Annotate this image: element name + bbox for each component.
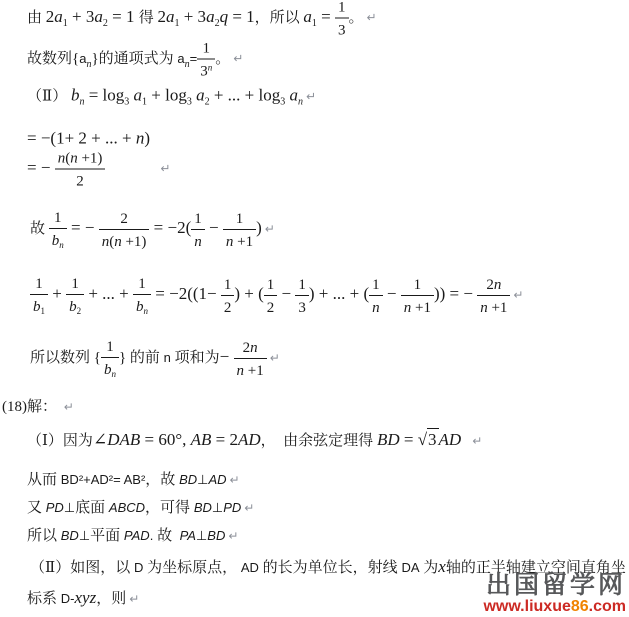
formula-line-6 bbox=[30, 208, 275, 250]
text-run: n bbox=[135, 128, 145, 148]
fraction bbox=[191, 209, 205, 250]
text-run: ⊥ bbox=[63, 500, 76, 515]
fraction-denominator bbox=[477, 295, 510, 316]
text-run: n bbox=[111, 369, 116, 379]
watermark-url bbox=[483, 599, 626, 615]
text-run: n bbox=[163, 349, 171, 365]
text-run: DAB bbox=[107, 430, 141, 449]
fraction-denominator bbox=[66, 294, 84, 316]
text-run: a bbox=[289, 85, 298, 105]
fraction-numerator bbox=[264, 275, 278, 295]
fraction-numerator bbox=[55, 149, 106, 169]
text-run: n bbox=[59, 240, 64, 250]
text-run: 2 bbox=[223, 299, 232, 316]
text-run: 故 bbox=[30, 220, 49, 237]
text-run: 1 bbox=[311, 17, 317, 29]
text-run: 2 bbox=[76, 306, 82, 316]
text-run: 1 bbox=[298, 276, 306, 293]
text-run: a bbox=[165, 6, 175, 26]
text-run: （Ⅱ） bbox=[27, 88, 71, 105]
text-run: n bbox=[86, 58, 92, 70]
text-run: +1 bbox=[233, 233, 254, 250]
formula-line-13 bbox=[27, 526, 238, 544]
text-run: 2 bbox=[120, 210, 128, 227]
paragraph-return-mark: ↵ bbox=[160, 161, 171, 176]
text-run: b bbox=[51, 233, 60, 249]
text-run: )) = − bbox=[433, 283, 478, 303]
text-run: +1) bbox=[121, 233, 147, 250]
fraction-denominator bbox=[99, 229, 150, 250]
fraction-denominator bbox=[234, 358, 267, 379]
text-run: 为 bbox=[419, 560, 439, 576]
text-run: 2 bbox=[157, 6, 166, 26]
formula-line-8 bbox=[30, 337, 280, 379]
watermark-url-prefix: www.liuxue bbox=[483, 598, 571, 615]
fraction-numerator bbox=[223, 209, 256, 229]
fraction bbox=[223, 209, 256, 250]
formula-line-11 bbox=[27, 470, 240, 488]
paragraph-return-mark: ↵ bbox=[264, 221, 275, 236]
text-run: n bbox=[480, 299, 488, 316]
text-run: ) bbox=[144, 128, 151, 148]
fraction-denominator bbox=[295, 295, 309, 316]
paragraph-return-mark: ↵ bbox=[472, 434, 483, 448]
text-run: BD bbox=[179, 472, 198, 487]
fraction bbox=[99, 209, 150, 250]
fraction-numerator bbox=[335, 0, 349, 18]
text-run: 1 bbox=[62, 17, 68, 29]
fraction-denominator bbox=[133, 294, 151, 316]
paragraph-return-mark: ↵ bbox=[305, 89, 317, 104]
text-run: a bbox=[177, 50, 185, 66]
text-run: 底面 bbox=[75, 500, 109, 516]
text-run: 1 bbox=[40, 306, 45, 316]
text-run: n bbox=[184, 58, 190, 70]
text-run: = 1 bbox=[107, 6, 139, 26]
fraction bbox=[197, 39, 215, 80]
text-run: 1 bbox=[372, 276, 380, 293]
text-run: n bbox=[236, 362, 244, 379]
text-run: + ... + log bbox=[209, 85, 281, 105]
text-run: = 2 bbox=[211, 430, 238, 449]
fraction bbox=[295, 275, 309, 316]
watermark-brand: 出国留学网 bbox=[485, 571, 626, 599]
formula-line-5 bbox=[27, 149, 170, 190]
text-run: 1 bbox=[223, 276, 232, 293]
text-run: 从而 bbox=[27, 472, 61, 488]
text-run: ∠ bbox=[92, 430, 108, 449]
text-run: n bbox=[250, 339, 258, 356]
text-run: n bbox=[225, 233, 234, 250]
text-run: BD bbox=[193, 500, 212, 515]
text-run: ( bbox=[109, 233, 115, 250]
text-run: AB bbox=[190, 430, 212, 449]
fraction-numerator bbox=[49, 208, 67, 228]
fraction bbox=[30, 274, 48, 316]
text-run: ，则 bbox=[96, 591, 127, 607]
fraction-denominator bbox=[221, 295, 235, 316]
text-run: 2 bbox=[486, 276, 494, 293]
text-run: 1 bbox=[413, 276, 422, 293]
fraction-numerator bbox=[401, 275, 434, 295]
text-run: ，故 bbox=[145, 472, 180, 488]
text-run: 3 bbox=[338, 22, 346, 39]
text-run: 1 bbox=[202, 40, 210, 57]
text-run: 3 bbox=[186, 96, 192, 108]
fraction-numerator bbox=[295, 275, 309, 295]
formula-line-1 bbox=[27, 0, 377, 39]
text-run: + 3 bbox=[67, 6, 95, 26]
text-run: q bbox=[219, 6, 229, 26]
text-run: n bbox=[143, 306, 149, 316]
fraction bbox=[369, 275, 383, 316]
text-run: a bbox=[133, 85, 143, 105]
text-run: （Ⅰ）因为 bbox=[27, 433, 93, 449]
text-run: 。 bbox=[348, 9, 364, 26]
text-run: 故数列{ bbox=[27, 50, 80, 67]
text-run: ⊥ bbox=[195, 528, 208, 543]
text-run: 3 bbox=[280, 96, 286, 108]
text-run: n bbox=[114, 233, 122, 250]
text-run: n bbox=[297, 96, 303, 108]
text-run: n bbox=[101, 233, 110, 250]
fraction-numerator bbox=[369, 275, 383, 295]
text-run: +1 bbox=[244, 362, 264, 379]
formula-line-9 bbox=[2, 397, 74, 415]
text-run: 为坐标原点， bbox=[143, 560, 241, 576]
formula-line-7 bbox=[30, 274, 523, 316]
text-run: a bbox=[54, 6, 63, 26]
fraction bbox=[401, 275, 434, 316]
text-run: 2 bbox=[204, 96, 210, 108]
text-run: ⊥ bbox=[197, 472, 209, 487]
text-run: 1 bbox=[194, 210, 202, 227]
text-run: 2 bbox=[102, 17, 108, 29]
text-run: ) + ( bbox=[234, 283, 264, 303]
text-run: = bbox=[399, 430, 418, 449]
fraction bbox=[264, 275, 278, 316]
fraction-numerator bbox=[197, 39, 215, 59]
formula-line-12 bbox=[27, 498, 254, 516]
text-run: +1 bbox=[411, 299, 431, 316]
text-run: 1 bbox=[338, 0, 346, 16]
watermark bbox=[483, 573, 626, 615]
fraction bbox=[221, 275, 235, 316]
text-run: n bbox=[372, 299, 380, 316]
text-run: }的通项式为 bbox=[91, 50, 178, 67]
text-run: − bbox=[382, 283, 401, 303]
text-run: b bbox=[33, 299, 41, 315]
text-run: , bbox=[182, 430, 191, 449]
text-run: 的长为单位长，射线 bbox=[258, 560, 402, 576]
text-run: = − bbox=[27, 157, 55, 177]
text-run: 3 bbox=[200, 63, 208, 80]
text-run: n bbox=[70, 150, 78, 167]
text-run: 1 bbox=[54, 210, 62, 226]
text-run: PD bbox=[45, 500, 64, 515]
text-run: 2 bbox=[242, 339, 251, 356]
fraction-numerator bbox=[234, 338, 267, 358]
fraction bbox=[234, 338, 267, 379]
text-run: DA bbox=[401, 560, 420, 575]
paragraph-return-mark: ↵ bbox=[229, 473, 240, 487]
formula-line-2 bbox=[27, 39, 243, 80]
text-run: ( bbox=[65, 150, 71, 167]
text-run: ，可得 bbox=[145, 500, 194, 516]
fraction-numerator bbox=[133, 274, 151, 294]
text-run: 所以数列 { bbox=[30, 349, 101, 366]
text-run: ) bbox=[256, 217, 262, 237]
text-run: a bbox=[206, 6, 215, 26]
text-run: PD bbox=[223, 500, 242, 515]
text-run: 1 bbox=[266, 276, 275, 293]
text-run: 1 bbox=[71, 276, 79, 292]
fraction-denominator bbox=[55, 169, 106, 190]
paragraph-return-mark: ↵ bbox=[269, 350, 280, 365]
text-run: n bbox=[57, 150, 66, 167]
paragraph-return-mark: ↵ bbox=[513, 287, 524, 302]
text-run: + bbox=[48, 283, 67, 303]
text-run: 所以 bbox=[27, 528, 61, 544]
text-run: = −2( bbox=[149, 217, 192, 237]
text-run: 3 bbox=[124, 96, 130, 108]
text-run: a bbox=[196, 85, 205, 105]
text-run: xyz bbox=[74, 588, 97, 607]
text-run: 2 bbox=[214, 17, 220, 29]
fraction bbox=[55, 149, 106, 190]
text-run: = − bbox=[66, 217, 99, 237]
text-run: = 60° bbox=[140, 430, 183, 449]
watermark-url-suffix: .com bbox=[588, 598, 626, 615]
text-run: BD bbox=[207, 528, 226, 543]
text-run: PA bbox=[179, 528, 196, 543]
text-run: 又 bbox=[27, 500, 46, 516]
text-run: b bbox=[136, 299, 144, 315]
fraction-denominator bbox=[335, 18, 349, 39]
fraction bbox=[335, 0, 349, 39]
fraction-denominator bbox=[191, 229, 205, 250]
text-run: = log bbox=[84, 85, 125, 105]
text-run: AD bbox=[208, 472, 227, 487]
text-run: ) + ... + ( bbox=[308, 283, 370, 303]
formula-line-10 bbox=[27, 431, 482, 449]
fraction bbox=[49, 208, 67, 250]
text-run: a bbox=[303, 6, 312, 26]
fraction-numerator bbox=[221, 275, 235, 295]
text-run: 1 bbox=[106, 339, 114, 355]
text-run: 由 bbox=[27, 9, 46, 26]
fraction-denominator bbox=[264, 295, 278, 316]
text-run: = −2((1− bbox=[151, 283, 221, 303]
text-run: 2 bbox=[76, 173, 84, 190]
paragraph-return-mark: ↵ bbox=[228, 529, 239, 543]
text-run: + ... + bbox=[84, 283, 134, 303]
fraction-denominator bbox=[223, 229, 256, 250]
text-run: = bbox=[316, 6, 336, 26]
text-run: 项和为 bbox=[170, 349, 220, 366]
fraction-denominator bbox=[401, 295, 434, 316]
fraction-denominator bbox=[197, 59, 215, 80]
fraction-numerator bbox=[66, 274, 84, 294]
text-run: n bbox=[207, 62, 213, 73]
formula-line-15 bbox=[27, 589, 139, 607]
text-run: n bbox=[403, 299, 412, 316]
text-run: +1) bbox=[77, 150, 103, 167]
text-run: D bbox=[133, 560, 144, 575]
fraction-denominator bbox=[49, 228, 67, 250]
paragraph-return-mark: ↵ bbox=[129, 592, 140, 606]
text-run: n bbox=[493, 276, 502, 293]
text-run: ⊥ bbox=[78, 528, 91, 543]
text-run: (18)解： bbox=[2, 399, 61, 415]
paragraph-return-mark: ↵ bbox=[366, 10, 377, 25]
fraction-denominator bbox=[30, 294, 48, 316]
fraction-numerator bbox=[477, 275, 510, 295]
text-run: . bbox=[149, 528, 154, 543]
text-run: = 1 bbox=[228, 6, 255, 26]
text-run: = −(1+ 2 + ... + bbox=[27, 128, 136, 148]
text-run: 1 bbox=[174, 17, 180, 29]
text-run: b bbox=[70, 85, 80, 105]
text-run: = bbox=[189, 50, 198, 66]
fraction bbox=[101, 337, 119, 379]
fraction-denominator bbox=[101, 357, 119, 379]
text-run: （Ⅱ）如图，以 bbox=[30, 560, 134, 576]
fraction-numerator bbox=[101, 337, 119, 357]
text-run: 2 bbox=[266, 299, 275, 316]
text-run: AD bbox=[438, 430, 462, 449]
paragraph-return-mark: ↵ bbox=[244, 501, 255, 515]
paragraph-return-mark: ↵ bbox=[63, 400, 74, 414]
text-run: n bbox=[194, 233, 202, 250]
radicand bbox=[427, 428, 439, 449]
fraction bbox=[66, 274, 84, 316]
text-run: D- bbox=[60, 591, 75, 606]
text-run: b bbox=[69, 299, 77, 315]
fraction-numerator bbox=[191, 209, 205, 229]
fraction bbox=[133, 274, 151, 316]
text-run: 平面 bbox=[90, 528, 124, 544]
formula-line-3 bbox=[27, 87, 316, 108]
fraction-numerator bbox=[30, 274, 48, 294]
fraction bbox=[477, 275, 510, 316]
text-run: 3 bbox=[428, 430, 437, 449]
watermark-url-86: 86 bbox=[570, 598, 589, 615]
text-run: 。 bbox=[215, 50, 231, 67]
text-run: − bbox=[204, 217, 223, 237]
text-run: 标系 bbox=[27, 591, 61, 607]
text-run: n bbox=[79, 96, 85, 108]
text-run: 1 bbox=[138, 276, 146, 292]
text-run: − bbox=[219, 346, 234, 366]
fraction-numerator bbox=[99, 209, 150, 229]
square-root bbox=[418, 431, 439, 448]
text-run: PAD bbox=[123, 528, 150, 543]
text-run: − bbox=[277, 283, 296, 303]
text-run: 轴的正半轴建立空间直角坐 bbox=[445, 560, 626, 576]
text-run: ABCD bbox=[108, 500, 146, 515]
text-run: AD bbox=[238, 430, 261, 449]
text-run: x bbox=[438, 557, 446, 576]
text-run: b bbox=[103, 362, 112, 378]
text-run: ，所以 bbox=[254, 9, 304, 26]
text-run: ⊥ bbox=[211, 500, 224, 515]
text-run: a bbox=[94, 6, 103, 26]
text-run: 3 bbox=[298, 299, 306, 316]
text-run: +1 bbox=[487, 299, 508, 316]
text-run: 1 bbox=[235, 210, 244, 227]
text-run: BD bbox=[60, 528, 79, 543]
paragraph-return-mark: ↵ bbox=[233, 51, 244, 66]
text-run: ， 由余弦定理得 bbox=[260, 433, 377, 449]
formula-line-4 bbox=[27, 130, 150, 147]
text-run: } 的前 bbox=[118, 349, 164, 366]
text-run: 1 bbox=[35, 276, 43, 292]
text-run: + log bbox=[147, 85, 187, 105]
text-run: BD²+AD²= AB² bbox=[60, 472, 146, 487]
text-run: 得 bbox=[138, 9, 158, 26]
text-run: + 3 bbox=[179, 6, 207, 26]
text-run: AD bbox=[240, 560, 259, 575]
text-run: 1 bbox=[142, 96, 148, 108]
fraction-denominator bbox=[369, 295, 383, 316]
text-run: BD bbox=[376, 430, 400, 449]
text-run: a bbox=[79, 50, 87, 66]
text-run: 故 bbox=[153, 528, 180, 544]
radical-icon: √ bbox=[417, 430, 428, 449]
text-run: 2 bbox=[45, 6, 55, 26]
